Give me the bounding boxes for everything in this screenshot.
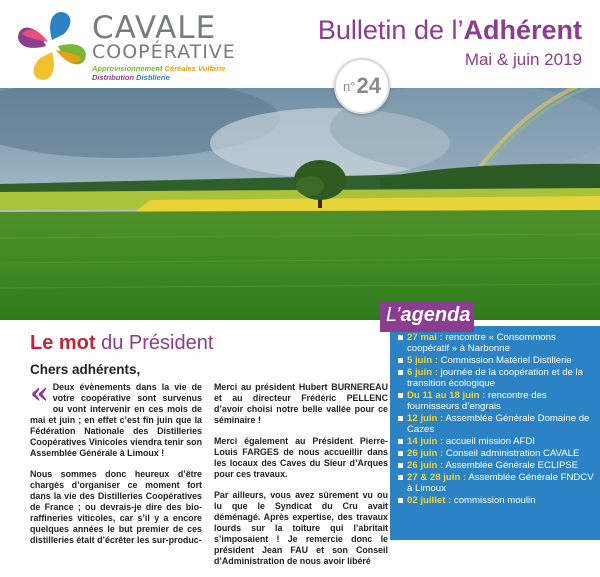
agenda-date: 26 juin : bbox=[407, 448, 444, 459]
issue-number-badge bbox=[334, 58, 390, 114]
paragraph bbox=[30, 469, 202, 546]
paragraph-text: Merci également au Président Pierre-Louis FARGES de nous accueillir dans les locaux des Caves du Sieur d’Arques pour ces travaux. bbox=[214, 436, 388, 479]
salutation: Chers adhérents, bbox=[30, 362, 141, 377]
agenda-text: Assemblée Générale Domaine de Cazes bbox=[407, 413, 590, 435]
agenda-date: 26 juin : bbox=[407, 460, 444, 471]
agenda-text: Conseil administration CAVALE bbox=[443, 448, 580, 459]
agenda-item bbox=[396, 413, 594, 435]
agenda-item bbox=[396, 495, 594, 506]
issue-prefix: n° bbox=[343, 78, 356, 94]
tagline-word: Céréales bbox=[164, 64, 196, 73]
agenda-text: Assemblée Générale ECLIPSE bbox=[443, 460, 579, 471]
brand-block bbox=[92, 10, 236, 82]
issue-date: Mai & juin 2019 bbox=[464, 50, 582, 69]
agenda-list bbox=[396, 332, 594, 506]
agenda-text: rencontre « Consommons coopératif » à Narbonne bbox=[407, 332, 556, 354]
brand-subtitle: COOPÉRATIVE bbox=[92, 41, 236, 63]
issue-number: 24 bbox=[356, 73, 381, 98]
agenda-item bbox=[396, 472, 594, 494]
article-column-2 bbox=[214, 382, 388, 577]
agenda-item bbox=[396, 367, 594, 389]
tagline-word: Approvisionnement bbox=[92, 64, 163, 73]
agenda-text: Assemblée Générale FNDCV à Limoux bbox=[407, 472, 594, 494]
paragraph-text: Par ailleurs, vous avez sûrement vu ou lu que le Syndicat du Cru avait déménagé. Après expertise, des travaux lourds sur la toiture qui l’abritait s’imposaient ! Je remercie donc le président Jean FAU et son Conseil d’Administration de nous avoir libéré bbox=[214, 490, 388, 566]
agenda-text: rencontre des fournisseurs d’engrais bbox=[407, 390, 547, 412]
paragraph bbox=[214, 382, 388, 426]
brand-tagline bbox=[92, 64, 236, 82]
agenda-date: 27 & 28 juin : bbox=[407, 472, 467, 483]
agenda-item bbox=[396, 448, 594, 459]
bulletin-title-prefix: Bulletin de l’ bbox=[317, 15, 464, 45]
page-header bbox=[0, 0, 600, 88]
agenda-date: 12 juin : bbox=[407, 413, 444, 424]
agenda-text: commission moulin bbox=[451, 495, 536, 506]
article-title bbox=[30, 332, 213, 355]
agenda-item bbox=[396, 460, 594, 471]
agenda-panel bbox=[390, 326, 600, 540]
brand-name: CAVALE bbox=[92, 10, 217, 46]
agenda-item bbox=[396, 355, 594, 366]
paragraph-text: Nous sommes donc heureux d’être chargés d’organiser ce moment fort dans la vie des Distilleries Coopératives de France ; ou devrais-je dire des bio-raffineries viticoles, car s’il y a encore quelques années le but premier de ces distilleries était d’écrêter les sur-produc- bbox=[30, 469, 202, 545]
tagline-word: Distillerie bbox=[136, 73, 170, 82]
agenda-item bbox=[396, 390, 594, 412]
agenda-date: 02 juillet : bbox=[407, 495, 452, 506]
article-title-bold: Le mot bbox=[30, 332, 96, 354]
agenda-item bbox=[396, 332, 594, 354]
quote-mark-icon: « bbox=[30, 376, 49, 411]
paragraph bbox=[214, 490, 388, 567]
president-article bbox=[0, 320, 390, 566]
agenda-date: 14 juin : bbox=[407, 436, 444, 447]
agenda-text: journée de la coopération et de la transition écologique bbox=[407, 367, 583, 389]
bulletin-title-bold: Adhérent bbox=[463, 15, 582, 45]
paragraph-text: Merci au président Hubert BURNEREAU et au directeur Frédéric PELLENC d’avoir choisi notre belle vallée pour ce séminaire ! bbox=[214, 382, 388, 425]
tagline-word: Distribution bbox=[92, 73, 135, 82]
article-title-rest: du Président bbox=[95, 332, 214, 354]
agenda-text: accueil mission AFDI bbox=[443, 436, 535, 447]
paragraph bbox=[30, 376, 202, 459]
agenda-date: Du 11 au 18 juin : bbox=[407, 390, 486, 401]
agenda-title bbox=[380, 302, 474, 332]
paragraph-text: Deux évènements dans la vie de votre coopérative sont survenus ou vont intervenir en ces mois de mai et juin ; en effet c’est fin juin que la Fédération Nationale des Distilleries Coopératives Vinicoles viendra tenir son Assemblée Générale à Limoux ! bbox=[30, 382, 202, 458]
agenda-title-bold: agenda bbox=[400, 304, 471, 326]
agenda-date: 27 mai : bbox=[407, 332, 443, 343]
agenda-date: 5 juin : bbox=[407, 355, 438, 366]
hero-landscape-photo bbox=[0, 88, 600, 320]
paragraph bbox=[214, 436, 388, 480]
agenda-item bbox=[396, 436, 594, 447]
article-column-1 bbox=[30, 376, 202, 556]
agenda-title-prefix: L’ bbox=[386, 304, 401, 326]
cavale-logo-icon bbox=[14, 8, 90, 84]
bulletin-title bbox=[318, 14, 582, 46]
agenda-text: Commission Matériel Distillerie bbox=[437, 355, 572, 366]
tagline-word: Vulfarie bbox=[197, 64, 226, 73]
agenda-date: 6 juin : bbox=[407, 367, 438, 378]
